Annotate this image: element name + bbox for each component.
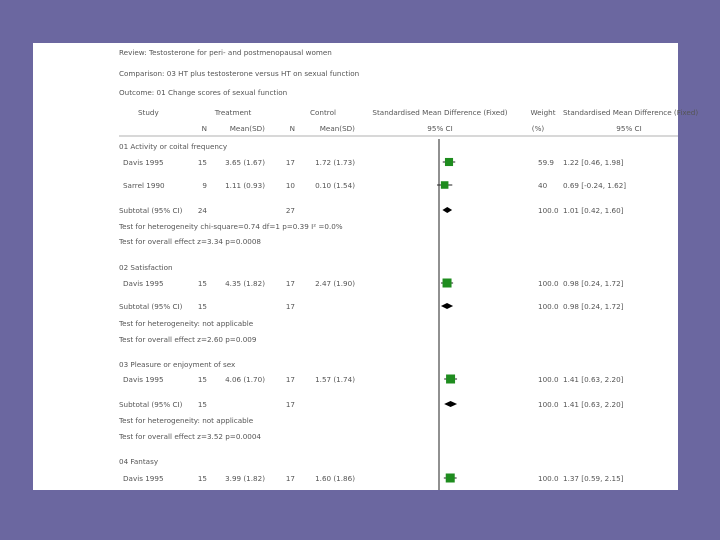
subtotal-weight: 100.0	[538, 302, 559, 311]
subtotal-label: Subtotal (95% CI)	[119, 206, 183, 215]
subgroup-title: 03 Pleasure or enjoyment of sex	[119, 360, 236, 369]
comparison-header: Comparison: 03 HT plus testosterone versus HT on sexual function	[119, 69, 360, 78]
study-n-control: 17	[285, 279, 295, 288]
overall-effect-test: Test for overall effect z=3.34 p=0.0008	[119, 237, 261, 246]
study-meansd-control: 1.57 (1.74)	[315, 375, 355, 384]
heterogeneity-test: Test for heterogeneity: not applicable	[119, 319, 254, 328]
subtotal-n-treatment: 24	[197, 206, 207, 215]
review-header: Review: Testosterone for peri- and postmenopausal women	[119, 48, 332, 57]
study-meansd-control: 2.47 (1.90)	[315, 279, 355, 288]
column-header-ci: 95% CI	[427, 124, 453, 133]
overall-effect-test: Test for overall effect z=3.52 p=0.0004	[119, 432, 261, 441]
subgroup-title: 01 Activity or coital frequency	[119, 142, 228, 151]
subtotal-diamond	[442, 207, 452, 213]
subgroup-title: 02 Satisfaction	[119, 263, 173, 272]
column-header-n-control: N	[289, 124, 295, 133]
column-header-smd: Standardised Mean Difference (Fixed)	[563, 108, 699, 117]
overall-effect-test: Test for overall effect z=2.60 p=0.009	[119, 335, 257, 344]
study-weight: 100.0	[538, 279, 559, 288]
subtotal-label: Subtotal (95% CI)	[119, 400, 183, 409]
study-weight: 100.0	[538, 474, 559, 483]
study-meansd-treatment: 3.65 (1.67)	[225, 158, 265, 167]
study-n-treatment: 9	[202, 181, 207, 190]
study-meansd-treatment: 3.99 (1.82)	[225, 474, 265, 483]
study-n-treatment: 15	[197, 375, 207, 384]
study-n-control: 10	[285, 181, 295, 190]
heterogeneity-test: Test for heterogeneity: not applicable	[119, 416, 254, 425]
study-n-treatment: 15	[197, 158, 207, 167]
column-header-meansd-treatment: Mean(SD)	[229, 124, 265, 133]
study-ci-text: 0.69 [-0.24, 1.62]	[563, 181, 627, 190]
subtotal-n-treatment: 15	[197, 400, 207, 409]
study-n-treatment: 15	[197, 474, 207, 483]
forest-plot-slide	[33, 43, 699, 490]
column-header-pct: (%)	[531, 124, 545, 133]
subtotal-n-control: 27	[285, 206, 295, 215]
study-weight: 100.0	[538, 375, 559, 384]
study-ci-text: 1.37 [0.59, 2.15]	[563, 474, 624, 483]
study-estimate-square	[446, 375, 455, 384]
study-name: Sarrel 1990	[123, 181, 165, 190]
column-header-meansd-control: Mean(SD)	[319, 124, 355, 133]
outcome-header: Outcome: 01 Change scores of sexual function	[119, 88, 288, 97]
column-header-ci-right: 95% CI	[616, 124, 642, 133]
study-ci-text: 1.41 [0.63, 2.20]	[563, 375, 624, 384]
column-header-smd-fixed: Standardised Mean Difference (Fixed)	[372, 108, 508, 117]
study-estimate-square	[443, 279, 452, 288]
subtotal-label: Subtotal (95% CI)	[119, 302, 183, 311]
study-meansd-treatment: 1.11 (0.93)	[225, 181, 265, 190]
forest-plot	[33, 43, 699, 490]
column-header-study: Study	[138, 108, 159, 117]
subtotal-n-treatment: 15	[197, 302, 207, 311]
column-header-control: Control	[310, 108, 336, 117]
subtotal-weight: 100.0	[538, 400, 559, 409]
study-weight: 40	[538, 181, 548, 190]
study-name: Davis 1995	[123, 474, 164, 483]
column-header-treatment: Treatment	[214, 108, 252, 117]
subtotal-ci-text: 1.41 [0.63, 2.20]	[563, 400, 624, 409]
study-meansd-control: 0.10 (1.54)	[315, 181, 355, 190]
study-estimate-square	[446, 474, 455, 483]
heterogeneity-test: Test for heterogeneity chi-square=0.74 df=1 p=0.39 I² =0.0%	[119, 222, 343, 231]
study-ci-text: 1.22 [0.46, 1.98]	[563, 158, 624, 167]
subtotal-diamond	[441, 303, 453, 309]
subtotal-ci-text: 0.98 [0.24, 1.72]	[563, 302, 624, 311]
subtotal-ci-text: 1.01 [0.42, 1.60]	[563, 206, 624, 215]
subgroup-title: 04 Fantasy	[119, 457, 159, 466]
study-estimate-square	[445, 158, 453, 166]
subtotal-weight: 100.0	[538, 206, 559, 215]
subtotal-n-control: 17	[285, 302, 295, 311]
study-meansd-control: 1.72 (1.73)	[315, 158, 355, 167]
column-header-weight: Weight	[530, 108, 556, 117]
study-name: Davis 1995	[123, 375, 164, 384]
study-meansd-treatment: 4.06 (1.70)	[225, 375, 265, 384]
study-estimate-square	[441, 181, 449, 189]
subtotal-n-control: 17	[285, 400, 295, 409]
study-n-control: 17	[285, 158, 295, 167]
study-n-treatment: 15	[197, 279, 207, 288]
subtotal-diamond	[444, 401, 457, 407]
study-meansd-control: 1.60 (1.86)	[315, 474, 355, 483]
study-meansd-treatment: 4.35 (1.82)	[225, 279, 265, 288]
study-name: Davis 1995	[123, 279, 164, 288]
column-header-n-treatment: N	[201, 124, 207, 133]
study-n-control: 17	[285, 375, 295, 384]
study-name: Davis 1995	[123, 158, 164, 167]
study-n-control: 17	[285, 474, 295, 483]
study-ci-text: 0.98 [0.24, 1.72]	[563, 279, 624, 288]
study-weight: 59.9	[538, 158, 555, 167]
